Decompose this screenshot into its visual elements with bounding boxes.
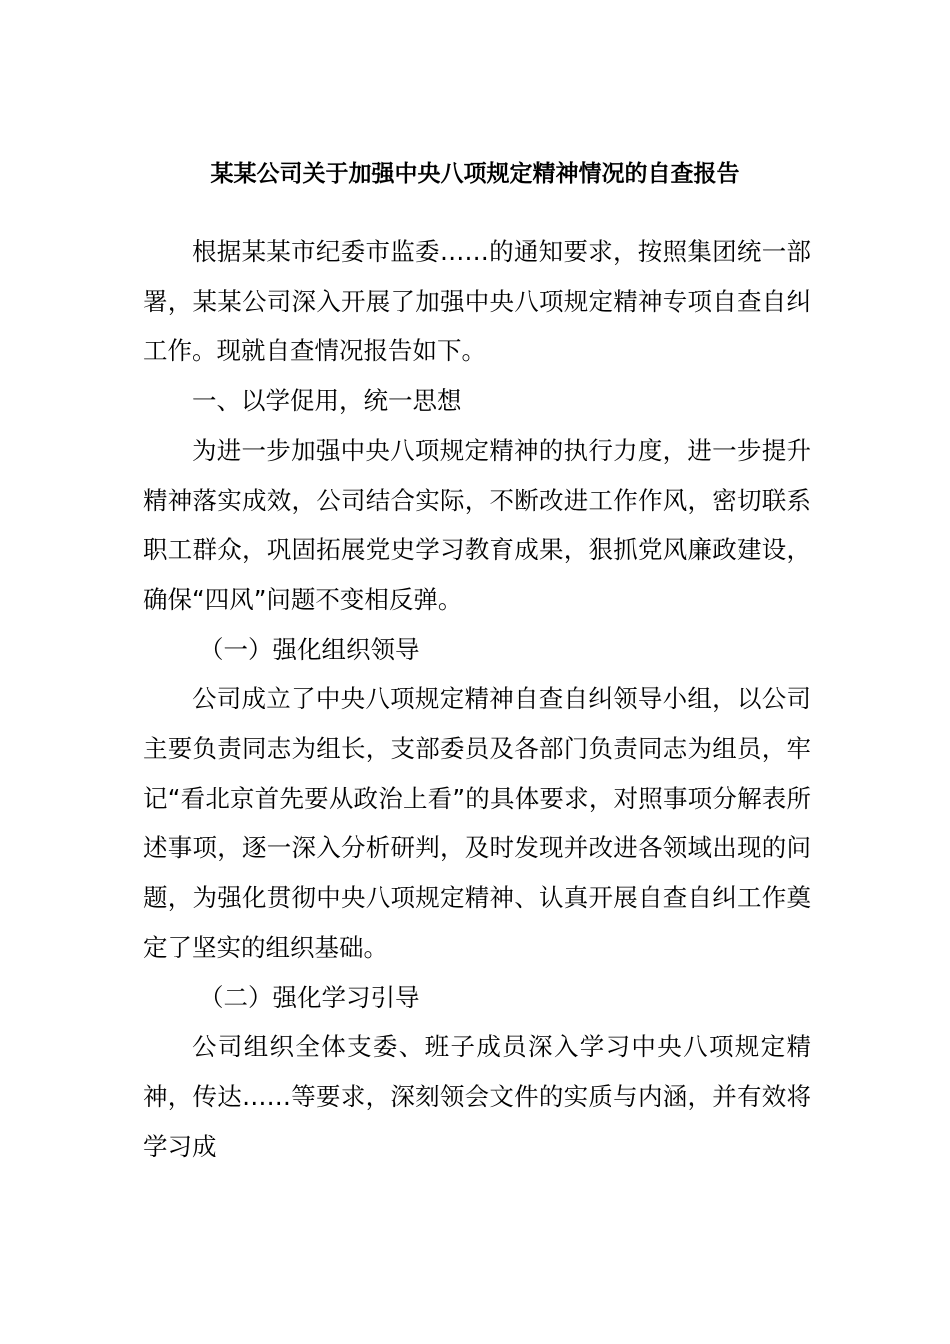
section-heading-1: 一、以学促用，统一思想 [192,386,462,416]
subsection-heading-1: （一）强化组织领导 [199,634,420,664]
subsection-heading-2: （二）强化学习引导 [199,982,420,1012]
intro-paragraph: 根据某某市纪委市监委……的通知要求，按照集团统一部署，某某公司深入开展了加强中央八项规定精神专项自查自纠工作。现就自查情况报告如下。 [143,237,811,366]
document-body [143,227,811,1171]
document-title: 某某公司关于加强中央八项规定精神情况的自查报告 [210,161,740,187]
subsection-2-paragraph: 公司组织全体支委、班子成员深入学习中央八项规定精神，传达……等要求，深刻领会文件的实质与内涵，并有效将学习成 [143,1032,811,1161]
subsection-1-paragraph: 公司成立了中央八项规定精神自查自纠领导小组，以公司主要负责同志为组长，支部委员及各部门负责同志为组员，牢记“看北京首先要从政治上看”的具体要求，对照事项分解表所述事项，逐一深入分析研判，及时发现并改进各领域出现的问题，为强化贯彻中央八项规定精神、认真开展自查自纠工作奠定了坚实的组织基础。 [143,684,811,962]
section-1-paragraph: 为进一步加强中央八项规定精神的执行力度，进一步提升精神落实成效，公司结合实际，不断改进工作作风，密切联系职工群众，巩固拓展党史学习教育成果，狠抓党风廉政建设，确保“四风”问题不变相反弹。 [143,435,811,614]
